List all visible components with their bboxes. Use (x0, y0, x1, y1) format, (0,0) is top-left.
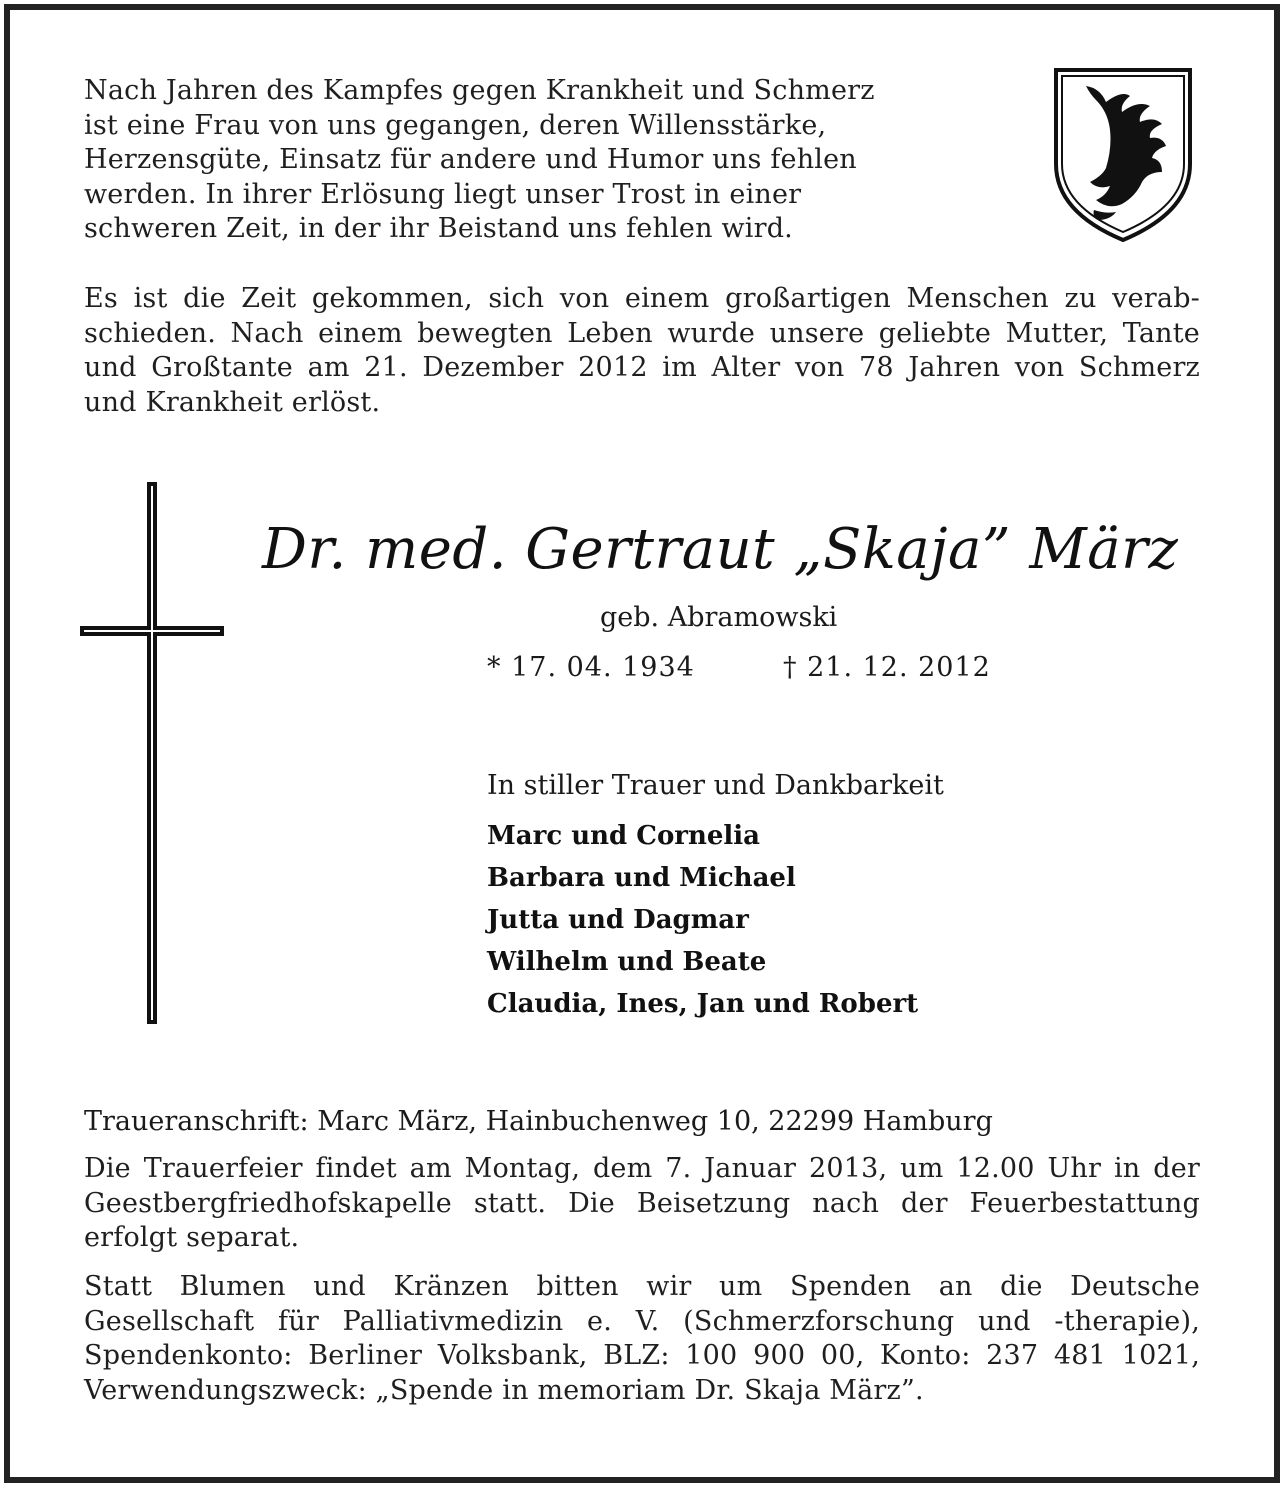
announcement-line: schieden. Nach einem bewegten Leben wurde unsere geliebte Mutter, Tante (84, 317, 1200, 349)
donation-line: Verwendungszweck: „Spende in memoriam Dr. Skaja März”. (84, 1374, 924, 1406)
intro-line: schweren Zeit, in der ihr Beistand uns fehlen wird. (84, 213, 793, 244)
mourner-name: Claudia, Ines, Jan und Robert (487, 989, 919, 1019)
birth-name: geb. Abramowski (600, 602, 838, 633)
mourning-heading: In stiller Trauer und Dankbarkeit (487, 770, 944, 801)
intro-paragraph (84, 74, 964, 247)
intro-line: Herzensgüte, Einsatz für andere und Humor uns fehlen (84, 144, 857, 175)
mourners-list (487, 815, 918, 1025)
intro-line: Nach Jahren des Kampfes gegen Krankheit und Schmerz (84, 75, 875, 106)
donation-line: Gesellschaft für Palliativmedizin e. V. (Schmerzforschung und -therapie), (84, 1305, 1200, 1337)
mourner-name: Marc und Cornelia (487, 821, 761, 851)
ceremony-line: Die Trauerfeier findet am Montag, dem 7. Januar 2013, um 12.00 Uhr in der (84, 1153, 1200, 1184)
mourner-name: Jutta und Dagmar (487, 905, 749, 935)
deceased-name: Dr. med. Gertraut „Skaja” März (262, 517, 1179, 582)
announcement-line: und Großtante am 21. Dezember 2012 im Alter von 78 Jahren von Schmerz (84, 352, 1200, 383)
announcement-line: und Krankheit erlöst. (84, 386, 381, 418)
ceremony-line: erfolgt separat. (84, 1222, 300, 1253)
mourner-name: Barbara und Michael (487, 863, 796, 893)
announcement-paragraph (84, 282, 1200, 420)
intro-line: werden. In ihrer Erlösung liegt unser Trost in einer (84, 178, 802, 210)
coat-of-arms-icon (1050, 64, 1196, 244)
cross-icon (78, 480, 226, 1026)
announcement-line: Es ist die Zeit gekommen, sich von einem großartigen Menschen zu verab- (84, 283, 1200, 314)
intro-line: ist eine Frau von uns gegangen, deren Willensstärke, (84, 109, 827, 141)
mourning-address: Traueranschrift: Marc März, Hainbuchenweg 10, 22299 Hamburg (84, 1106, 993, 1137)
ceremony-paragraph (84, 1152, 1200, 1256)
donation-line: Spendenkonto: Berliner Volksbank, BLZ: 100 900 00, Konto: 237 481 1021, (84, 1340, 1200, 1371)
ceremony-line: Geestbergfriedhofskapelle statt. Die Beisetzung nach der Feuerbestattung (84, 1187, 1200, 1219)
birth-date: * 17. 04. 1934 (487, 652, 695, 683)
donation-paragraph (84, 1270, 1200, 1408)
death-date: † 21. 12. 2012 (783, 652, 991, 683)
donation-line: Statt Blumen und Kränzen bitten wir um Spenden an die Deutsche (84, 1271, 1200, 1302)
mourner-name: Wilhelm und Beate (487, 947, 767, 977)
